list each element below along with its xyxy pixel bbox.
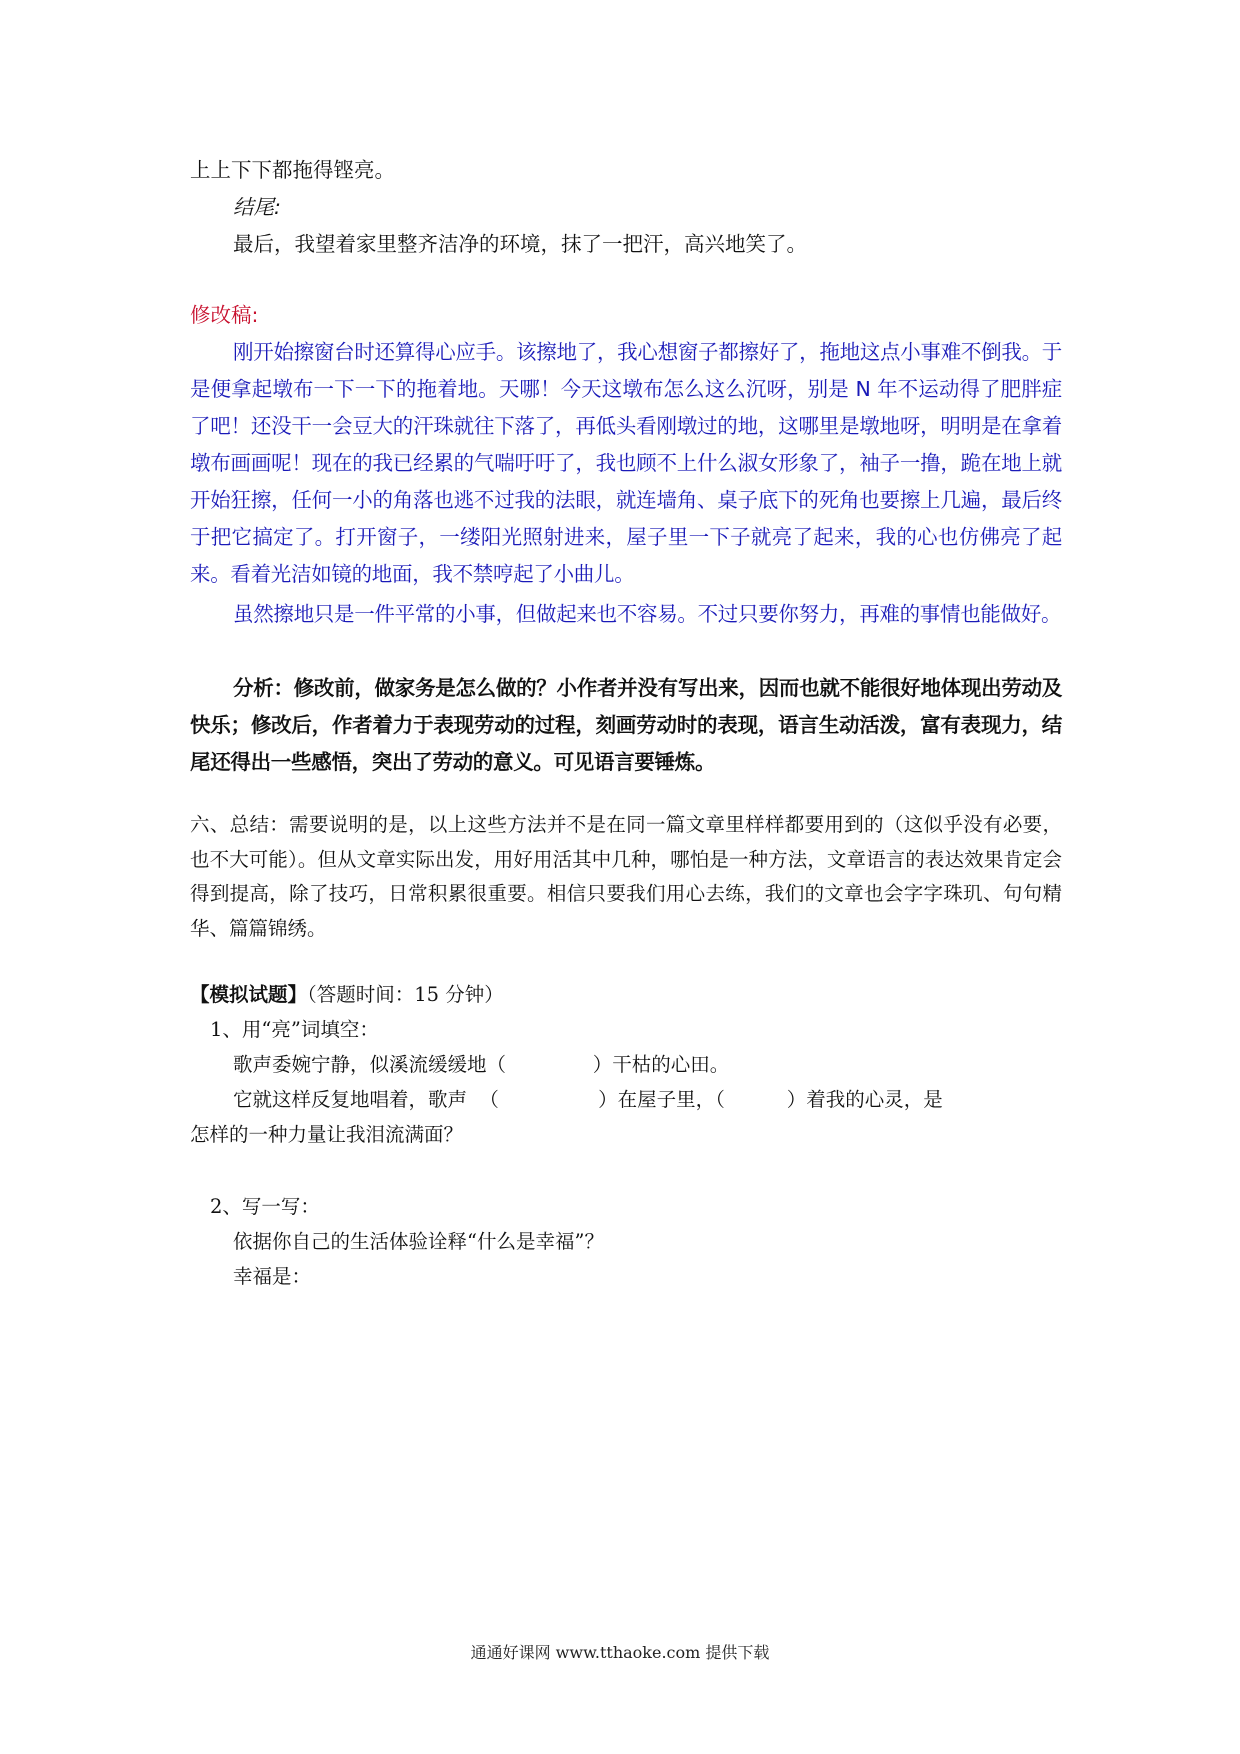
exam-time-note: （答题时间：15 分钟） [307, 983, 504, 1006]
analysis-paragraph: 分析：修改前，做家务是怎么做的？小作者并没有写出来，因而也就不能很好地体现出劳动及快乐；修改后，作者着力于表现劳动的过程，刻画劳动时的表现，语言生动活泼，富有表现力，结尾还得出一些感悟，突出了劳动的意义。可见语言要锤炼。 [190, 676, 1062, 774]
footer-credit: 通通好课网 www.tthaoke.com 提供下载 [470, 1643, 770, 1662]
question-1-sentence-2: 它就这样反复地唱着，歌声 （ ）在屋子里，（ ）着我的心灵，是 [233, 1088, 943, 1111]
exam-header [190, 978, 1062, 1013]
question-1-sentence-2-cont: 怎样的一种力量让我泪流满面？ [190, 1123, 464, 1146]
question-1-sentence-1: 歌声委婉宁静，似溪流缓缓地（ ）干枯的心田。 [233, 1053, 730, 1076]
question-2-prompt: 依据你自己的生活体验诠释“什么是幸福”？ [233, 1230, 604, 1253]
question-2-answer-label: 幸福是： [233, 1265, 312, 1288]
revised-paragraph-1: 刚开始擦窗台时还算得心应手。该擦地了，我心想窗子都擦好了，拖地这点小事难不倒我。于是便拿起墩布一下一下的拖着地。天哪！今天这墩布怎么这么沉呀，别是 N 年不运动得了肥胖症了吧！还没干一会豆大的汗珠就往下落了，再低头看刚墩过的地，这哪里是墩地呀，明明是在拿着墩布画画呢！现在的我已经累的气喘吁吁了，我也顾不上什么淑女形象了，袖子一撸，跪在地上就开始狂擦，任何一小的角落也逃不过我的法眼，就连墙角、桌子底下的死角也要擦上几遍，最后终于把它搞定了。打开窗子，一缕阳光照射进来，屋子里一下子就亮了起来，我的心也仿佛亮了起来。看着光洁如镜的地面，我不禁哼起了小曲儿。 [190, 340, 1062, 586]
summary-paragraph: 六、总结：需要说明的是，以上这些方法并不是在同一篇文章里样样都要用到的（这似乎没有必要，也不大可能）。但从文章实际出发，用好用活其中几种，哪怕是一种方法，文章语言的表达效果肯定会得到提高，除了技巧，日常积累很重要。相信只要我们用心去练，我们的文章也会字字珠玑、句句精华、篇篇锦绣。 [190, 813, 1062, 940]
revised-paragraph-2: 虽然擦地只是一件平常的小事，但做起来也不容易。不过只要你努力，再难的事情也能做好。 [233, 602, 1062, 626]
intro-line: 上上下下都拖得铿亮。 [190, 158, 395, 182]
question-1-label: 1、用“亮”词填空： [210, 1018, 379, 1041]
ending-label: 结尾: [233, 195, 281, 219]
exam-title: 【模拟试题】 [190, 983, 308, 1006]
ending-text: 最后，我望着家里整齐洁净的环境，抹了一把汗，高兴地笑了。 [233, 232, 807, 256]
revised-heading: 修改稿: [190, 303, 259, 327]
question-2-label: 2、写一写： [210, 1195, 320, 1218]
